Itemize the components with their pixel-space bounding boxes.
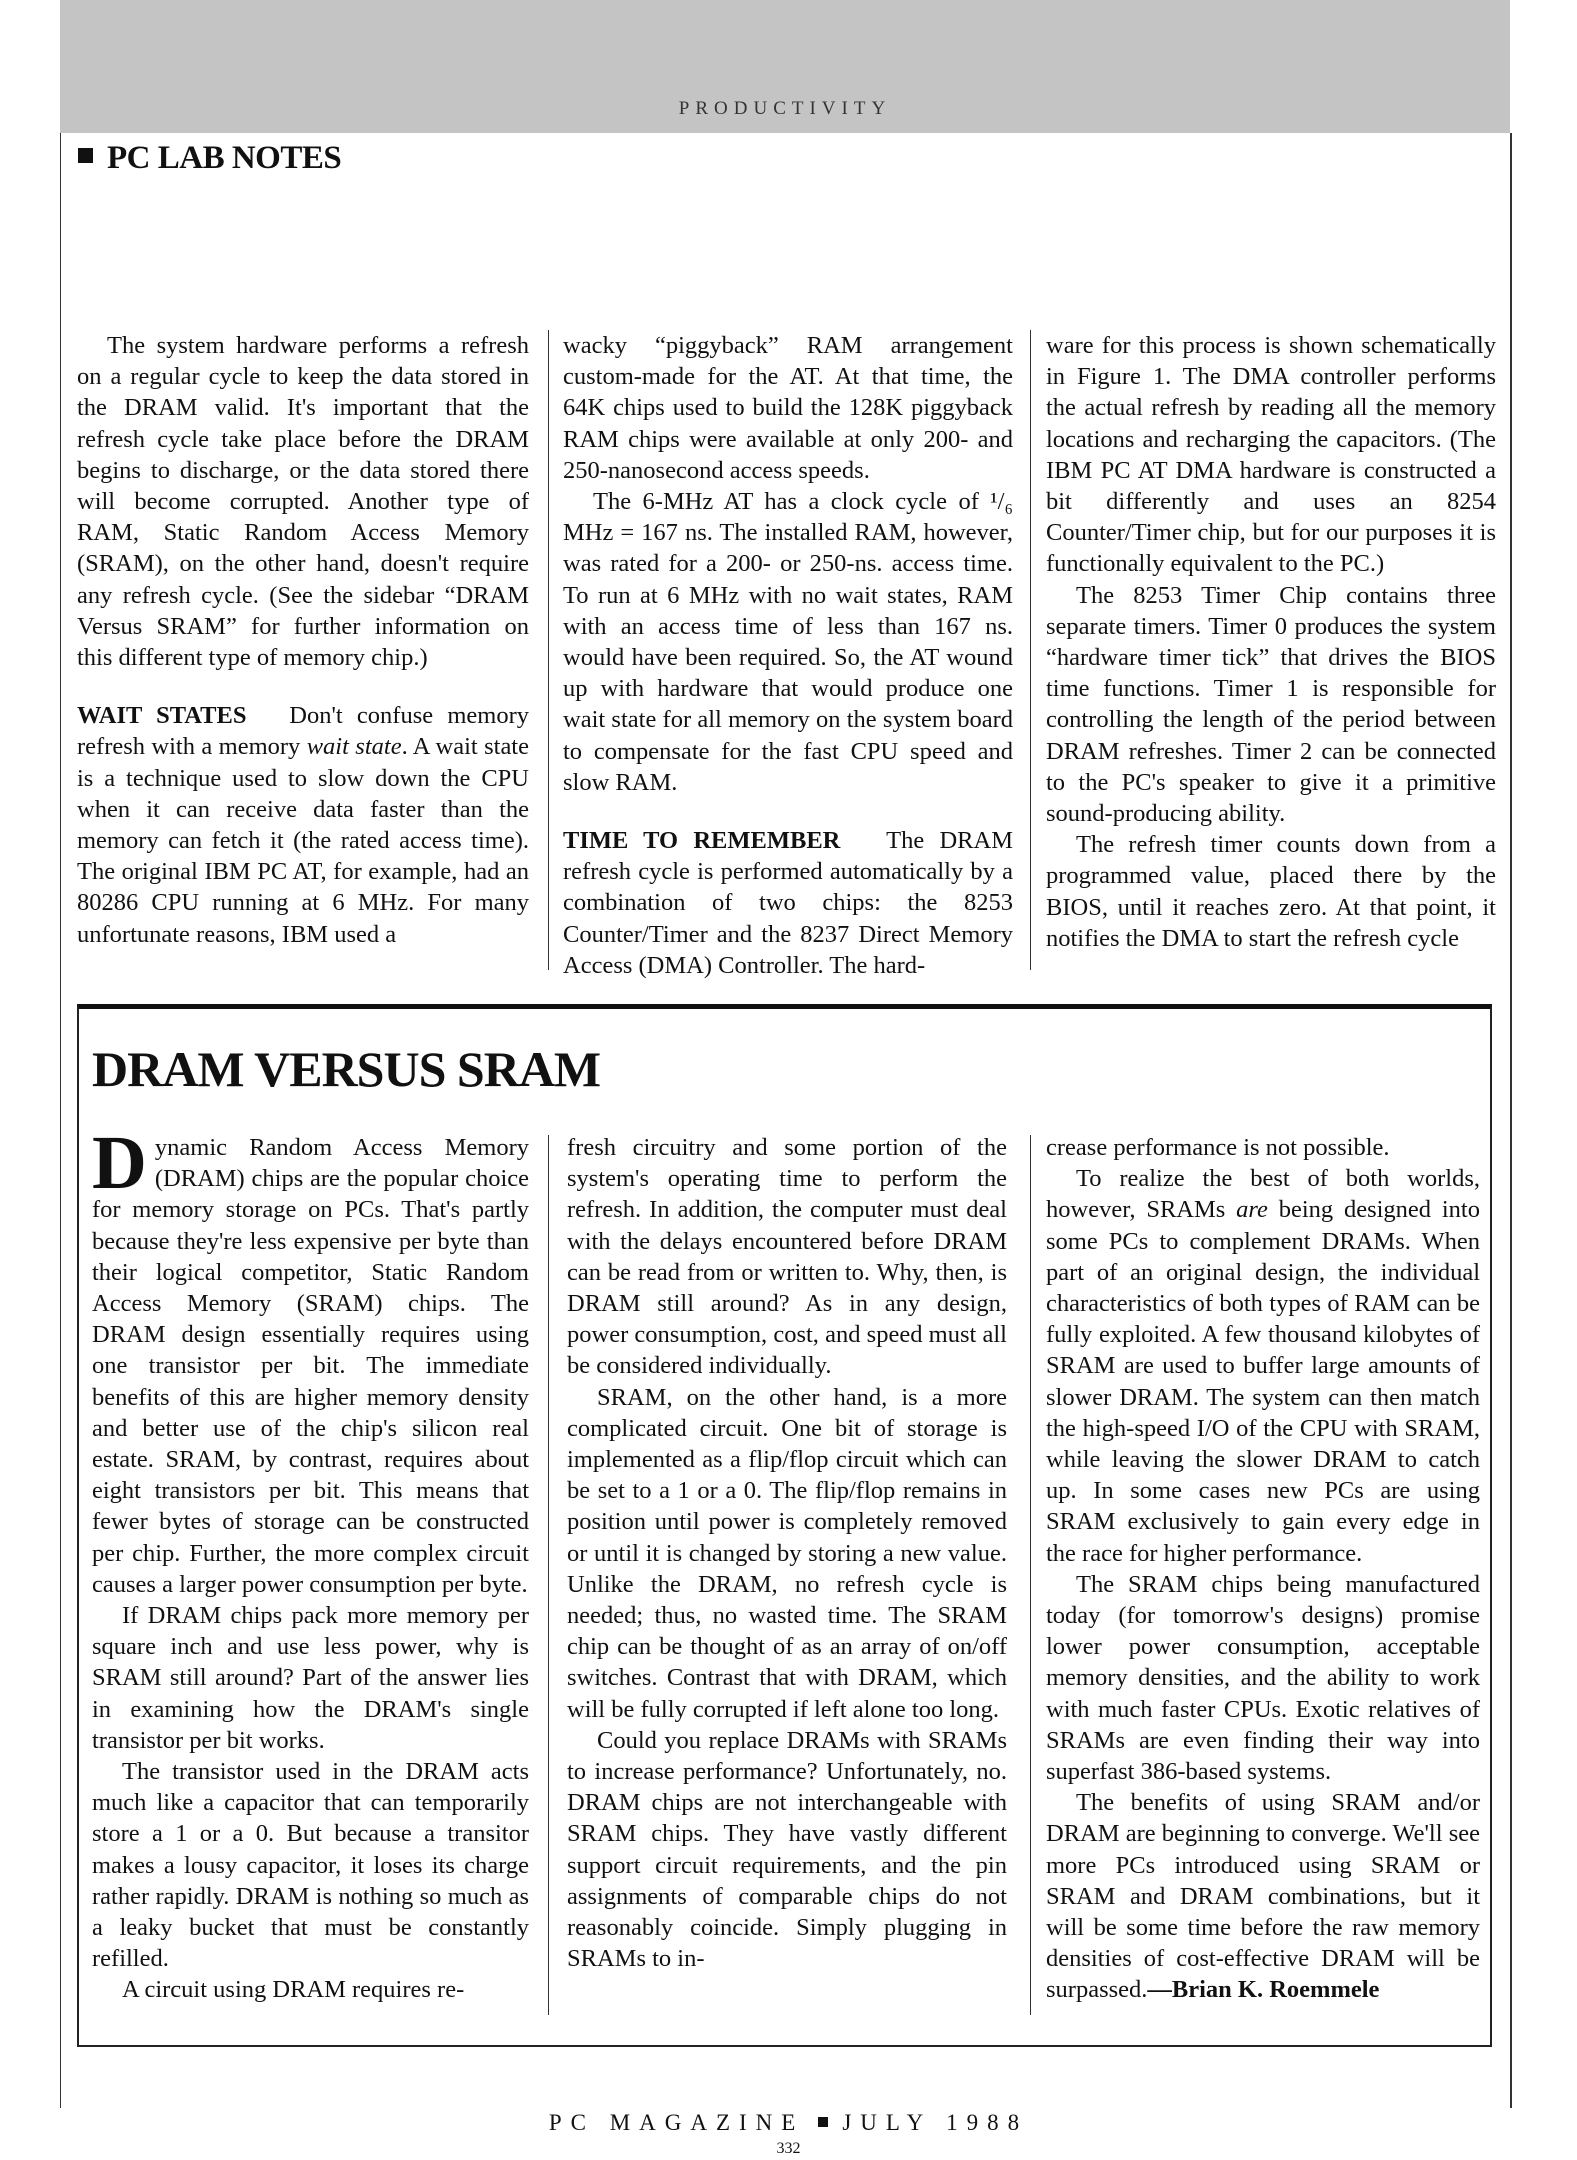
issue-date: JULY 1988 (842, 2110, 1029, 2135)
article-paragraph: WAIT STATES Don't confuse memory refresh with a memory wait state. A wait state is a technique used to slow down the CPU when it can receive data faster than the memory can fetch it (the rated access time). The original IBM PC AT, for example, had an 80286 CPU running at 6 MHz. For many unfortunate reasons, IBM used a (77, 702, 529, 948)
article-paragraph: The refresh timer counts down from a programmed value, placed there by the BIOS, until it reaches zero. At that point, it notifies the DMA to start the refresh cycle (1046, 831, 1496, 952)
sidebar-paragraph: crease performance is not possible. (1046, 1134, 1390, 1161)
drop-cap: D (92, 1132, 147, 1205)
sidebar-column-1 (92, 1132, 529, 2027)
column-rule-1 (548, 330, 549, 970)
page-number: 332 (776, 2140, 801, 2157)
column-rule-2 (1030, 330, 1031, 970)
department-heading (78, 140, 341, 177)
page-footer (0, 2110, 1577, 2136)
sidebar-paragraph: fresh circuitry and some portion of the system's operating time to perform the refresh. In addition, the computer must deal with the delays encountered before DRAM can be read from or written to. Why, then, is DRAM still around? As in any design, power consumption, cost, and speed must all be considered individually. (567, 1134, 1007, 1380)
sidebar-paragraph: A circuit using DRAM requires re- (122, 1976, 465, 2004)
time-to-remember-heading: TIME TO REMEMBER (563, 827, 841, 855)
sidebar-paragraph: To realize the best of both worlds, however, SRAMs are being designed into some PCs to complement DRAMs. When part of an original design, the individual characteristics of both types of RAM can be fully exploited. A few thousand kilobytes of SRAM are used to buffer large amounts of slower DRAM. The system can then match the high-speed I/O of the CPU with SRAM, while leaving the slower DRAM to catch up. In some cases new PCs are using SRAM exclusively to gain every edge in the race for higher performance. (1046, 1165, 1480, 1567)
bullet-icon (78, 148, 93, 163)
page-left-rule (60, 133, 61, 2108)
article-column-2 (563, 330, 1013, 990)
article-paragraph: TIME TO REMEMBER The DRAM refresh cycle is performed automatically by a combination of two chips: the 8253 Counter/Timer and the 8237 Direct Memory Access (DMA) Controller. The hard- (563, 827, 1013, 979)
article-paragraph: ware for this process is shown schematically in Figure 1. The DMA controller performs the actual refresh by reading all the memory locations and recharging the capacitors. (The IBM PC AT DMA hardware is constructed a bit differently and uses an 8254 Counter/Timer chip, but for our purposes it is functionally equivalent to the PC.) (1046, 332, 1496, 578)
sidebar-title: DRAM VERSUS SRAM (92, 1041, 601, 1097)
sidebar-column-3 (1046, 1132, 1480, 2027)
sidebar-paragraph: Dynamic Random Access Memory (DRAM) chips are the popular choice for memory storage on PCs. That's partly because they're less expensive per byte than their logical competitor, Static Random Access Memory (SRAM) chips. The DRAM design essentially requires using one transistor per bit. The immediate benefits of this are higher memory density and better use of the chip's silicon real estate. SRAM, by contrast, requires about eight transistors per bit. This means that fewer bytes of storage can be constructed per chip. Further, the more complex circuit causes a larger power consumption per byte. (92, 1132, 529, 1598)
sidebar-column-2 (567, 1132, 1007, 2027)
article-column-1 (77, 330, 529, 990)
sidebar-column-rule-2 (1030, 1135, 1031, 2015)
sidebar-paragraph: The transistor used in the DRAM acts much like a capacitor that can temporarily store a 1 or a 0. But because a transitor makes a lousy capacitor, it loses its charge rather rapidly. DRAM is nothing so much as a leaky bucket that must be constantly refilled. (92, 1758, 529, 1973)
article-paragraph: wacky “piggyback” RAM arrangement custom-made for the AT. At that time, the 64K chips used to build the 128K piggyback RAM chips were available at only 200- and 250-nanosecond access speeds. (563, 332, 1013, 484)
section-label: PRODUCTIVITY (678, 98, 892, 119)
sidebar-paragraph: If DRAM chips pack more memory per square inch and use less power, why is SRAM still around? Part of the answer lies in examining how the DRAM's single transistor per bit works. (92, 1602, 529, 1754)
sidebar-column-rule-1 (548, 1135, 549, 2015)
bullet-icon (818, 2117, 828, 2127)
byline: —Brian K. Roemmele (1147, 1976, 1380, 2004)
sidebar-paragraph: The SRAM chips being manufactured today (for tomorrow's designs) promise lower power consumption, acceptable memory densities, and the ability to work with much faster CPUs. Exotic relatives of SRAMs are even finding their way into superfast 386-based systems. (1046, 1570, 1480, 1786)
article-column-3 (1046, 330, 1496, 990)
sidebar-paragraph: SRAM, on the other hand, is a more complicated circuit. One bit of storage is implemented as a flip/flop circuit which can be set to a 1 or a 0. The flip/flop remains in position until power is completely removed or until it is changed by storing a new value. Unlike the DRAM, no refresh cycle is needed; thus, no wasted time. The SRAM chip can be thought of as an array of on/off switches. Contrast that with DRAM, which will be fully corrupted if left alone too long. (567, 1383, 1007, 1723)
magazine-name: PC MAGAZINE (548, 2110, 805, 2135)
article-paragraph: The system hardware performs a refresh on a regular cycle to keep the data stored in the DRAM valid. It's important that the refresh cycle take place before the DRAM begins to discharge, or the data stored there will become corrupted. Another type of RAM, Static Random Access Memory (SRAM), on the other hand, doesn't require any refresh cycle. (See the sidebar “DRAM Versus SRAM” for further information on this different type of memory chip.) (77, 332, 529, 672)
sidebar-paragraph: Could you replace DRAMs with SRAMs to increase performance? Unfortunately, no. DRAM chips are not interchangeable with SRAM chips. They have vastly different support circuit requirements, and the pin assignments of comparable chips do not reasonably coincide. Simply plugging in SRAMs to in- (567, 1726, 1007, 1973)
article-paragraph: The 6-MHz AT has a clock cycle of ¹/₆ MHz = 167 ns. The installed RAM, however, was rated for a 200- or 250-ns. access time. To run at 6 MHz with no wait states, RAM with an access time of less than 167 ns. would have been required. So, the AT wound up with hardware that would produce one wait state for all memory on the system board to compensate for the fast CPU speed and slow RAM. (563, 488, 1013, 796)
page-right-rule (1510, 133, 1512, 2108)
wait-states-heading: WAIT STATES (77, 702, 247, 730)
department-label: PC LAB NOTES (107, 140, 342, 176)
sidebar-paragraph: The benefits of using SRAM and/or DRAM are beginning to converge. We'll see more PCs introduced using SRAM or SRAM and DRAM combinations, but it will be some time before the raw memory densities of cost-effective DRAM will be surpassed.—Brian K. Roemmele (1046, 1789, 1480, 2004)
article-paragraph: The 8253 Timer Chip contains three separate timers. Timer 0 produces the system “hardware timer tick” that drives the BIOS time functions. Timer 1 is responsible for controlling the length of the period between DRAM refreshes. Timer 2 can be connected to the PC's speaker to give it a primitive sound-producing ability. (1046, 581, 1496, 828)
